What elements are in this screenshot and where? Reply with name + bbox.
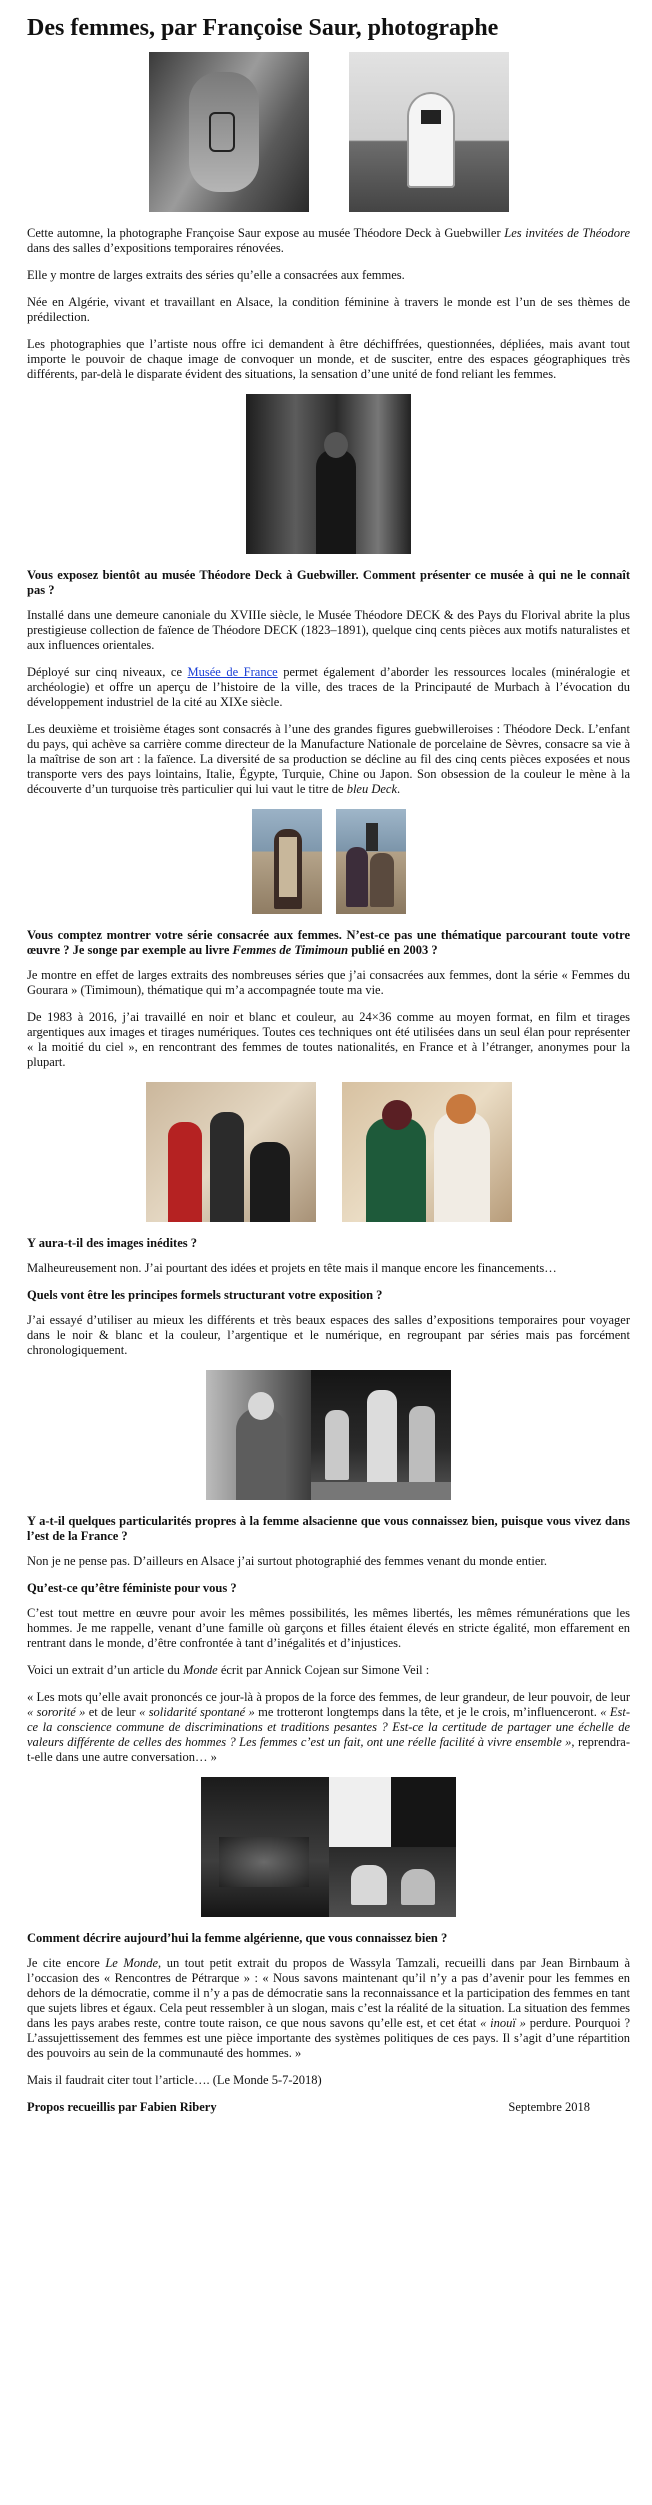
footer (27, 2100, 630, 2115)
photo-collage-bw (201, 1777, 456, 1917)
question-5: Y a-t-il quelques particularités propres à la femme alsacienne que vous connaissez bien, puisque vous vivez dans l’est de la France ? (27, 1514, 630, 1543)
date: Septembre 2018 (508, 2100, 590, 2114)
intro-paragraph: Cette automne, la photographe Françoise Saur expose au musée Théodore Deck à Guebwiller Les invitées de Théodore dans des salles d’expositions temporaires rénovées. (27, 226, 630, 255)
answer-paragraph: Je montre en effet de larges extraits des nombreuses séries que j’ai consacrées aux femmes, dont la série « Femmes du Gourara » (Timimoun), thématique qui m’a accompagnée toute ma vie. (27, 968, 630, 997)
question-7: Comment décrire aujourd’hui la femme algérienne, que vous connaissez bien ? (27, 1931, 448, 1945)
photo-family-containers (336, 809, 406, 914)
photo-woman-window (206, 1370, 311, 1500)
photo-two-women-portrait (342, 1082, 512, 1222)
photo-row-1 (27, 52, 630, 212)
quote-paragraph: « Les mots qu’elle avait prononcés ce jour-là à propos de la force des femmes, de leur grandeur, de leur pouvoir, de leur « sororité » et de leur « solidarité spontané » me trotteront longtemps dans la tête, et je le crois, m’influenceront. « Est-ce la conscience commune de discriminations et traditions pesantes ? Est-ce la certitude de partager une échelle de valeurs différente de celles des hommes ? Les femmes c’est un fait, ont une réelle facilité à vivre ensemble », reprendra-t-elle dans une autre conversation… » (27, 1690, 630, 1764)
answer-paragraph: De 1983 à 2016, j’ai travaillé en noir et blanc et couleur, au 24×36 comme au moyen format, en film et tirages argentiques aux images et tirages numériques. Toutes ces techniques ont été utilisées dans un seul élan pour représenter « la moitié du ciel », en rencontrant des femmes de toutes nationalités, en France et à l’étranger, anonymes pour la plupart. (27, 1010, 630, 1069)
answer-paragraph: Non je ne pense pas. D’ailleurs en Alsace j’ai surtout photographié des femmes venant du monde entier. (27, 1554, 547, 1568)
question-1: Vous exposez bientôt au musée Théodore Deck à Guebwiller. Comment présenter ce musée à qui ne le connaît pas ? (27, 568, 630, 597)
photo-row-5 (27, 1370, 630, 1500)
answer-paragraph: Malheureusement non. J’ai pourtant des idées et projets en tête mais il manque encore les financements… (27, 1261, 557, 1275)
author-credit: Propos recueillis par Fabien Ribery (27, 2100, 217, 2114)
answer-paragraph: Mais il faudrait citer tout l’article…. (Le Monde 5-7-2018) (27, 2073, 322, 2087)
answer-paragraph: J’ai essayé d’utiliser au mieux les différents et très beaux espaces des salles d’expositions temporaires pour voyager dans le noir & blanc et la couleur, l’argentique et le numérique, en regroupant par séries mais pas forcément chronologiquement. (27, 1313, 630, 1357)
answer-paragraph: Les deuxième et troisième étages sont consacrés à l’une des grandes figures guebwilleroises : Théodore Deck. L’enfant du pays, qui achève sa carrière comme directeur de la Manufacture Nationale de porcelaine de Sèvres, consacre sa vie à la maîtrise de son art : la faïence. La diversité de sa production se décline au fil des cinq cents pièces exposées et nous transporte vers des pays lointains, Italie, Égypte, Turquie, Chine ou Japon. Son obsession de la couleur le mène à la découverte d’un turquoise très particulier qui lui vaut le titre de bleu Deck. (27, 722, 630, 796)
answer-paragraph: C’est tout mettre en œuvre pour avoir les mêmes possibilités, les mêmes libertés, les mêmes rémunérations que les hommes. Je me rappelle, venant d’une famille où garçons et filles étaient élevés en stricte égalité, mon effarement en rentrant dans le monde, d’être confrontée à tant d’inégalités et d’injustices. (27, 1606, 630, 1650)
question-3: Y aura-t-il des images inédites ? (27, 1236, 198, 1250)
photo-row-3 (27, 809, 630, 914)
photo-veiled-woman (349, 52, 509, 212)
answer-paragraph: Installé dans une demeure canoniale du XVIIIe siècle, le Musée Théodore DECK & des Pays du Florival abrite la plus prestigieuse collection de faïence de Théodore DECK (1823–1891), quelque cinq cents pièces aux motifs naturalistes et aux influences orientales. (27, 608, 630, 652)
photo-row-4 (27, 1082, 630, 1222)
musee-de-france-link[interactable]: Musée de France (187, 665, 278, 679)
intro-paragraph: Elle y montre de larges extraits des séries qu’elle a consacrées aux femmes. (27, 268, 405, 282)
photo-woman-containers (252, 809, 322, 914)
photo-statues (311, 1370, 451, 1500)
photo-three-women-kitchen (146, 1082, 316, 1222)
intro-paragraph: Née en Algérie, vivant et travaillant en Alsace, la condition féminine à travers le monde est l’un de ses thèmes de prédilection. (27, 295, 630, 324)
answer-paragraph: Je cite encore Le Monde, un tout petit extrait du propos de Wassyla Tamzali, recueilli dans par Jean Birnbaum à l’occasion des « Rencontres de Pétrarque » : « Nous savons maintenant qu’il n’y a pas d’avenir pour les femmes en dehors de la démocratie, comme il n’y a pas de démocratie sans la reconnaissance et la participation des femmes en tant que sujets libres et égaux. Cela peut ressembler à un slogan, mais c’est la réalité de la situation. La situation des femmes dans les pays arabes reste, contre toute raison, ce que nous savons qu’elle est, et cet état « inouï » perdure. Pourquoi ? L’assujettissement des femmes est une pièce importante des systèmes politiques de ces pays. Il s’agit d’une répartition des pouvoirs au sein de la communauté des hommes. » (27, 1956, 630, 2060)
question-6: Qu’est-ce qu’être féministe pour vous ? (27, 1581, 237, 1595)
intro-paragraph: Les photographies que l’artiste nous offre ici demandent à être déchiffrées, questionnées, dépliées, mais avant tout importe le pouvoir de chaque image de convoquer un monde, et de susciter, entre des espaces géographiques très différents, par-delà le disparate évident des situations, la sensation d’une unité de fond reliant les femmes. (27, 337, 630, 381)
photo-woman-curtain (246, 394, 411, 554)
answer-paragraph: Déployé sur cinq niveaux, ce Musée de France permet également d’aborder les ressources locales (minéralogie et archéologie) et offre un aperçu de l’histoire de la ville, des traces de la Principauté de Murbach à l’évocation du développement industriel de la cité au XIXe siècle. (27, 665, 630, 709)
photo-row-6 (27, 1777, 630, 1917)
question-4: Quels vont être les principes formels structurant votre exposition ? (27, 1288, 383, 1302)
photo-row-2 (27, 394, 630, 554)
answer-paragraph: Voici un extrait d’un article du Monde écrit par Annick Cojean sur Simone Veil : (27, 1663, 430, 1677)
page-title: Des femmes, par Françoise Saur, photographe (27, 15, 499, 41)
photo-tattooed-arm (149, 52, 309, 212)
question-2: Vous comptez montrer votre série consacrée aux femmes. N’est-ce pas une thématique parcourant toute votre œuvre ? Je songe par exemple au livre Femmes de Timimoun publié en 2003 ? (27, 928, 630, 957)
